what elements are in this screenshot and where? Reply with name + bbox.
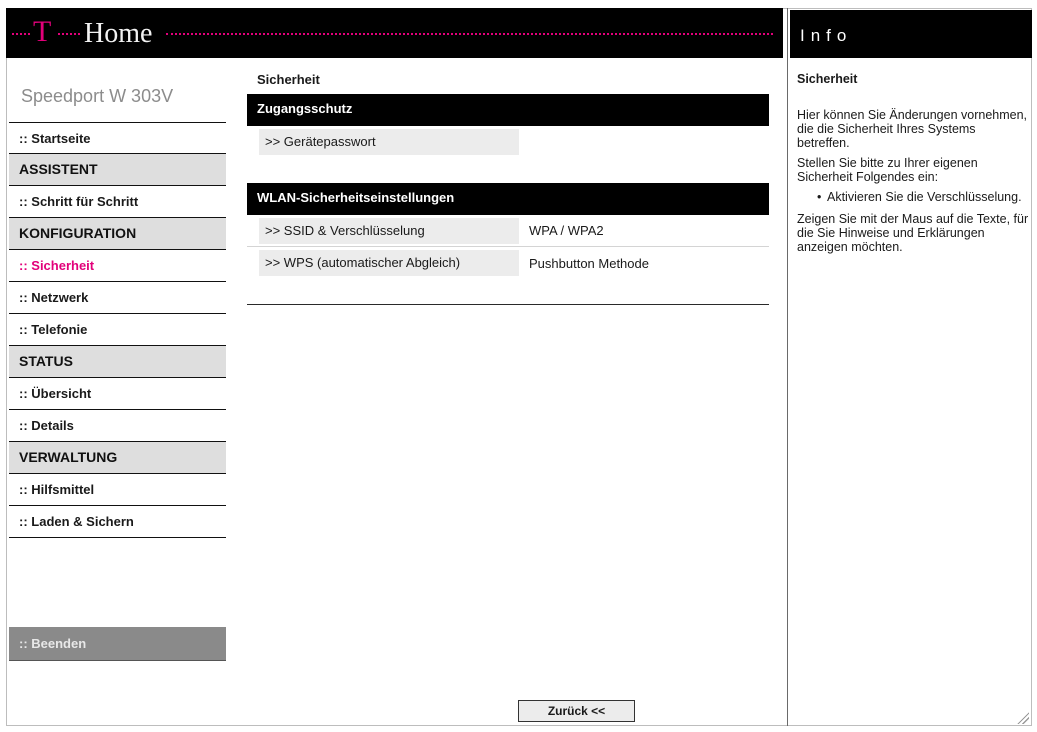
sidebar xyxy=(9,78,226,651)
info-list-item: • Aktivieren Sie die Verschlüsselung. xyxy=(817,190,1029,204)
link-wps[interactable]: >> WPS (automatischer Abgleich) xyxy=(259,250,519,276)
section-header-zugangsschutz: Zugangsschutz xyxy=(247,94,769,126)
info-paragraph: Zeigen Sie mit der Maus auf die Texte, für die Sie Hinweise und Erklärungen anzeigen möchten. xyxy=(797,212,1029,254)
info-panel xyxy=(797,72,1029,260)
sidebar-section-konfiguration: KONFIGURATION xyxy=(9,218,226,250)
link-ssid-verschluesselung[interactable]: >> SSID & Verschlüsselung xyxy=(259,218,519,244)
info-paragraph: Stellen Sie bitte zu Ihrer eigenen Sicherheit Folgendes ein: xyxy=(797,156,978,184)
header-title: Home xyxy=(84,18,153,49)
table-row xyxy=(247,247,769,279)
sidebar-section-assistent: ASSISTENT xyxy=(9,154,226,186)
info-title: Sicherheit xyxy=(797,72,858,86)
info-header: Info xyxy=(790,10,1032,58)
page-title: Sicherheit xyxy=(257,72,320,87)
sidebar-item-details[interactable]: :: Details xyxy=(9,410,226,442)
header-dots-decoration xyxy=(166,33,773,35)
table-row xyxy=(247,126,769,158)
wps-value: Pushbutton Methode xyxy=(529,255,649,271)
sidebar-item-uebersicht[interactable]: :: Übersicht xyxy=(9,378,226,410)
section-header-wlan-sicherheit: WLAN-Sicherheitseinstellungen xyxy=(247,183,769,215)
header-dots-decoration xyxy=(12,33,30,35)
sidebar-item-netzwerk[interactable]: :: Netzwerk xyxy=(9,282,226,314)
encryption-value: WPA / WPA2 xyxy=(529,223,604,238)
sidebar-item-laden-sichern[interactable]: :: Laden & Sichern xyxy=(9,506,226,538)
sidebar-item-startseite[interactable]: :: Startseite xyxy=(9,122,226,154)
info-list xyxy=(817,190,1029,204)
info-paragraph: Hier können Sie Änderungen vornehmen, die die Sicherheit Ihres Systems betreffen. xyxy=(797,108,1028,150)
sidebar-item-sicherheit[interactable]: :: Sicherheit xyxy=(9,250,226,282)
sidebar-section-status: STATUS xyxy=(9,346,226,378)
sidebar-item-hilfsmittel[interactable]: :: Hilfsmittel xyxy=(9,474,226,506)
main-content xyxy=(247,72,769,305)
back-button[interactable]: Zurück << xyxy=(518,700,635,722)
table-row xyxy=(247,215,769,247)
header-bar xyxy=(6,8,783,58)
link-geraetepasswort[interactable]: >> Gerätepasswort xyxy=(259,129,519,155)
spacer xyxy=(247,158,769,183)
resize-grip-icon[interactable] xyxy=(1017,712,1029,724)
info-divider xyxy=(787,8,788,726)
sidebar-section-verwaltung: VERWALTUNG xyxy=(9,442,226,474)
telekom-logo-icon: T xyxy=(33,15,52,48)
sidebar-item-telefonie[interactable]: :: Telefonie xyxy=(9,314,226,346)
header-dots-decoration xyxy=(58,33,80,35)
device-name: Speedport W 303V xyxy=(21,86,174,106)
logout-button[interactable]: :: Beenden xyxy=(9,627,226,661)
content-divider xyxy=(247,279,769,305)
sidebar-item-schritt-fuer-schritt[interactable]: :: Schritt für Schritt xyxy=(9,186,226,218)
